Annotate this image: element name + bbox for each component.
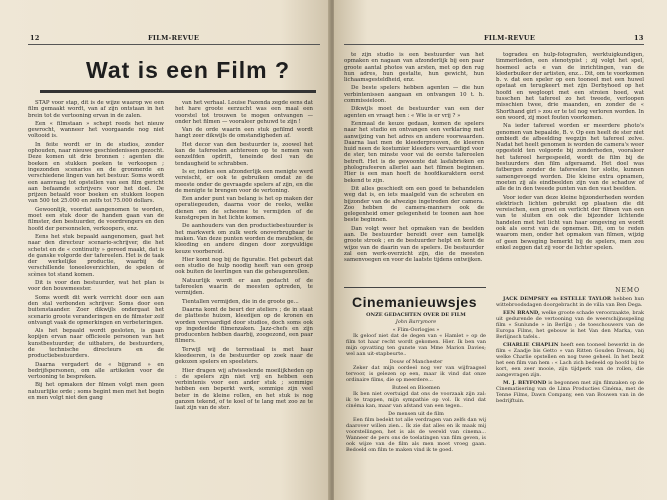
paragraph: Na ieder tafereel worden er meerdere photo's genomen van bepaalde, B. v. Op een heelt de ster niet ombiedt de afbeelding wegzijn het tafereel zelve. Nadat het heelt genomen is worden de camera's weer opgesteld ten volgorde bij zonderheden, vooraleer het tafereel hergespeeld, wordt de film bij de bestuurders den film afgeraamd. Het doel was fatbergen zonder de tafereelen ter slotte, kunnen samengevoegd worden. Die kleine extra opnamen, moeten zij als eindbeelden zijn van de schaduw of alle de in den tweede punten van den vast beelden. — [496, 123, 644, 193]
article-column-2 — [175, 100, 313, 492]
news-item — [496, 380, 644, 404]
news-item — [496, 342, 644, 378]
paragraph: Als het bepaald wordt gesloten, is gaan kopijen ervan naar officieele personen van het kunstbestuurder, de uitbaters, de bestuurders, de technische directeurs en de productiebestuurders. — [28, 328, 164, 360]
paragraph: Daarna komt de beurt der ateliers ; de in staat de platteste huizen, kleedijen op de kronen en worden vervaardigd door studios, doch soms ook op ingedeelde filmenzaken. Jazz-chefs en zijn producenten hebben daarbij, zoogezond, een paar filmers. — [175, 306, 313, 345]
news-item-heading: EEN BRAND, — [503, 310, 540, 316]
news-item-text: hebben hun wittebroodsdagen doorgebracht in de villa van Ben Dega. — [496, 296, 644, 308]
paragraph: Daarna vergadert de « bijgrand » en bedrijfspersonen, om alle artikelen voor de vertooning te bespreken. — [28, 361, 164, 381]
section-heading: De mensen uit de film — [388, 411, 444, 417]
section-heading: « Flim-Oorlogjes » — [392, 327, 440, 333]
paragraph: Terwijl wij de terrestiaal is met haar kleedeeren, is de bestuurder op zoek naar de gekozen spelers en speelsters. — [175, 346, 313, 366]
page-number: 12 — [30, 34, 40, 42]
paragraph: Eenmaal de keuze gedaan, komen de spelers naar het studio en ontvangen een verklaring met aanwijzing van het adres en andere voorwaarden. Daarna laat men de kleederprouven, de kleeren huid neen de kostumier kleeders vervaardigd voor de ster, ten minste voor vai de eerste tafereelen betreft. Het is de gewoonte dat lasfabrieken en pholografeeren allerlei aan het filmen beginnen. Hier is een man hoeft de hoofdkaraktern eerst bekend te zijn. — [344, 120, 484, 184]
running-head: FILM-REVUE — [148, 34, 200, 42]
news-item-text: heeft een tooneel bewerkt in de film « Zaadje bis Getto » van Ritten Gouden Dream, bij welke Charlie opstellen en nog twee geheel. In het bezit het een film van hem : « Lach zich bedeeld op hoofd bij te kort, een zeer mooie, zijn tijdperk van de rollen, die aangevragen zijn. — [496, 342, 644, 378]
paragraph: Gewoonlijk, voordat aangenomen te worden, moet een stuk door de handen gaan van de filmster, den bestuurder, de voordrengers en den hoofd der personnelen, verkoopers, enz. — [28, 206, 164, 232]
paragraph: Een ander punt van belang is het op maken der operatiegeuden, daarna voor de reeks, welke dienen om de scheeme te vermijden of de kunstgrepen in het lichte komen. — [175, 196, 313, 222]
news-item — [496, 296, 644, 308]
paragraph: togradeu en hulp-fotografen, werktuigkundigen, timmerlieden, een stenotypist ; zij volgt het spel, hoemeel acts e van de inrichtingen, van de klederbuiker der artisten, enz... Dit, om te voorkomen b. v. dat een speler op een tooneel met een huwel opstaat en terugkeert met zijn Derbyhoed op het hoofd en wegloopt met een stroien hoed, wat tusschen het tafereel zo het tweede, verloopen misschien twee, drie maanden, en zonder de « Shorthand girl » zou er te tel nog verloren worden. In een woord, zij moet fouten voorkomen. — [496, 52, 644, 121]
paragraph: Dit is voor den bestuurder, wat het plan is voor den bouwmeester. — [28, 280, 164, 293]
section-heading: Douw of Manchester — [389, 359, 443, 365]
news-box-body — [346, 327, 486, 487]
news-item — [496, 310, 644, 340]
paragraph: Natuurlijk wordt er aan gedacht of de tafereelen waarin de meesten optreden, te vermijden. — [175, 277, 313, 297]
paragraph: Dikwijls moet de bestuurder van een der agenten en vraagt hen : « Wie is er vrij ? » — [344, 106, 484, 119]
paragraph: Bij het opmaken der filmen volgt men geen natuurlijke orde ; soms begint men met het begin en men volgt niet den gang — [28, 382, 164, 402]
news-item-heading: M. J. BEYFOND — [503, 380, 547, 386]
left-page — [0, 0, 330, 500]
paragraph: De beste spelers hebben agenten — die hun verbintenissen aangaan en ontvangen 10 t. h. commissieloon. — [344, 85, 484, 105]
news-item-text: is begonnen met zijn filmzaken op de Cinematisering van de Lima Producties Cinéma, met de Tenne Films, Dawn Company, een van Bouwen van in de bedrijftuin. — [496, 380, 644, 404]
paragraph: Een « filmstaan » schept reeds het nieuw gewrocht, wanneer het voorgaande nog niet voltooid is. — [28, 120, 164, 140]
news-section-subtitle: ONZE GEDACHTEN OVER DE FILM — [366, 312, 466, 318]
paragraph: Eens het stuk bepaald aangenomen, gaat het naar den directeur scenario-schrijver, die het schetst en de « continuity » gereed maakt, dat is de ganske volgorde der tafereelen. Het is de taak der werkelijke productie, waarbij de verschillende toneeloverzichten, de spelen of scènes tot stand komen. — [28, 233, 164, 278]
paragraph: Is er, indien een afzonderlijk een menigte werd vereischt, er ook te gebruiken omdat ze de meeste onder de gevraagde spelers af zijn, en die de menigte te brengen voor de vertoning. — [175, 168, 313, 194]
byline: John Barrymore — [395, 319, 437, 325]
paragraph: Dan volgt weer het opmaken van de beelden aan. De bestuurder bereidt over een tamelijk groote strook ; en de bestuurder helpt en kent de wijze van de daarin van de spelers. De bestuurder zal een werk-overzicht zijn, die de meesten samenvoegen en voor de laatste tijdens ontwijken. — [344, 225, 484, 264]
paragraph: Soms wordt dit werk verricht door een aan den stal verbonden schrijver. Soms door een buitenstaander. Zoer dikwijls ondergaat het scenario groote veranderingen en de filmster zelf ontvangt vaak de opmerkingen en verbeteringen. — [28, 294, 164, 326]
paragraph: Hier komt nog bij de figuratie. Het gebeurt dat een studio de hulp noodig heeft van een groep ook buiten de leerlingen van die geheugenrollen. — [175, 256, 313, 276]
right-page — [334, 0, 667, 500]
title-rule — [40, 90, 316, 93]
news-item-heading: CHARLIE CHAPLIN — [503, 342, 559, 348]
paragraph: Ik geloof niet dat de degen van « Hamlet » op de film tot haar recht wordt gekomen. Hier. Ik ben van mijn opvatting ten gunste van Mme Marion Davies; wel aan uit-stapbeurte.. — [346, 333, 486, 357]
article-column-1 — [28, 100, 164, 492]
paragraph: Het decor van den bestuurder is, zoowel het kan de tafereelen achtereen op te nemen van eenzelfden opdrift, teneinde deel van de tendaugheid te schrabben. — [175, 141, 313, 167]
news-items-column — [496, 296, 644, 492]
paragraph: Zeker dat mijn oordeel nog ver van wijfraagsel tervoor, is gelezen op een, maar ik vind dat onze ordinaire films, die op meerdere... — [346, 365, 486, 383]
paragraph: Ik ben niet overtuigd dat ons de voorzaak zijn zal: ik te trappen, mijn sympathie op vol. Ik vind dat cinéma kan, maar van afstand van een tegen.. — [346, 391, 486, 409]
paragraph: Een film bedekt tot alle verdragen van zelfs dan wij daarover willen zien... Ik zie dat alles en ik maak mij voorstellingen, het is als de wereld van cinema... Wanneer de pers ons de toelatingen van film geven, is ook wijze van de film als men moet vroeg gaan. Bedoeld om film te maken vind ik te goed. — [346, 417, 486, 453]
header-rule — [28, 44, 320, 45]
news-section-title: Cinemanieuwsjes — [352, 294, 477, 310]
author-signature: NEMO — [615, 287, 640, 294]
paragraph: Voor ieder van deze kleine bijzonderheden worden elektrisch lichten gebruikt op plaatsen die dit vereischen, een groot en verlicht der filmen van een van te sluiten en ook die bijzonder lichtende handelen met het licht van haar omgeving en wordt ook als eerst van de opnemen. Dit, om te reden waarom men, onder het opmaken van filmen, wijzig of geen beweging bemerkt bij de spelers, men zou enkel zeggen dat zij voor de lichter spelen. — [496, 194, 644, 251]
paragraph: De aanhouders van den productiebestuurder is het markwerk om zulk werk onoverbrugbaar te maken. Van deze punten worden de meubelen, de kleeding en andere dingen door zorgvuldige keuze voorbereid. — [175, 223, 313, 255]
article-column-3 — [344, 52, 484, 282]
paragraph: Dit alles geschiedt om een goed te behandelen weg dat is, en iets maalgeld van de scheuten en bijzonder van de afwezige ingetreden der camera. Zoo hebben de camera-manners ook de gelegenheid omer gelegenheid te toonen aan hoe beste beginnen. — [344, 185, 484, 224]
paragraph: te zijn studio is een bestuurder van het opmaken en nagaan van afzonderlijk bij een paar groote aantal photos van arsten, met op den rug hun adres, hun gestalte, hun gewicht, hun lichaamsgesteldheid, enz. — [344, 52, 484, 84]
article-column-4 — [496, 52, 644, 284]
paragraph: van het verhaal. Louise Fazenda zegde eens dat het hare groote eerzucht was een maal een voorstel tot trouwen te mogen ontvangen — onder het filmen — vooraleer gehuwd te zijn ! — [175, 100, 313, 125]
page-number: 13 — [634, 34, 644, 42]
paragraph: In feite wordt er in de studios, zonder ophouden, naar nieuwe geschiedenissen gezocht. Deze komen uit drie bronnen : agenten die boeken en stukken poeken te verkoopen ; ingezonden scenarios en de gronmerde en verschiedene lingen van het bestuur. Soms wordt een aanvraag tot opstellen van een film gericht aan befaamde schrijvers voor het doel. De prijzen betaald voor boeken en stukken loopen van 500 tot 25.000 en zelfs tot 75.000 dollars. — [28, 141, 164, 205]
running-head: FILM-REVUE — [484, 34, 536, 42]
header-rule — [344, 44, 644, 45]
section-rule — [344, 287, 486, 288]
paragraph: Hier dragen wij afwisselende moeilijkheden op : de spelers zijn niet vrij en hebben een verbintenis voor een ander stuk ; sommige hebben een beperkt werk, sommige zijn veel beter in de kleine rollen, en het stuk is nog ganzen tekend, of te koel of te lang met zoo ze te laat zijn van de ster. — [175, 367, 313, 412]
paragraph: Van de orde waarin een stuk gefilmd wordt hangt zeer dikwijls de omstandigheden af. — [175, 127, 313, 140]
paragraph: STAP voor stap, dit is de wijze waarop we een film gemaakt wordt, van af zijn ontstaan in het brein tot de vertooning ervan in de zalen. — [28, 100, 164, 119]
news-item-text: welke groote schade veroorzaakte, brak uit gedurende de vertooning van de weerschijnsspeling film « Sunlunde » in Berlijn ; de toeschouwers van de Europa Films, het gebouw is het Van den Marka, van Berlijnsch tafels.. — [496, 310, 644, 340]
paragraph: Tientallen vermijden, die in de groote ge... — [182, 298, 299, 305]
article-title: Wat is een Film ? — [86, 57, 291, 83]
section-heading: Buteel en Bloemen — [392, 385, 440, 391]
news-item-heading: JACK DEMPSEY en ESTELLE TAYLOR — [503, 296, 612, 302]
